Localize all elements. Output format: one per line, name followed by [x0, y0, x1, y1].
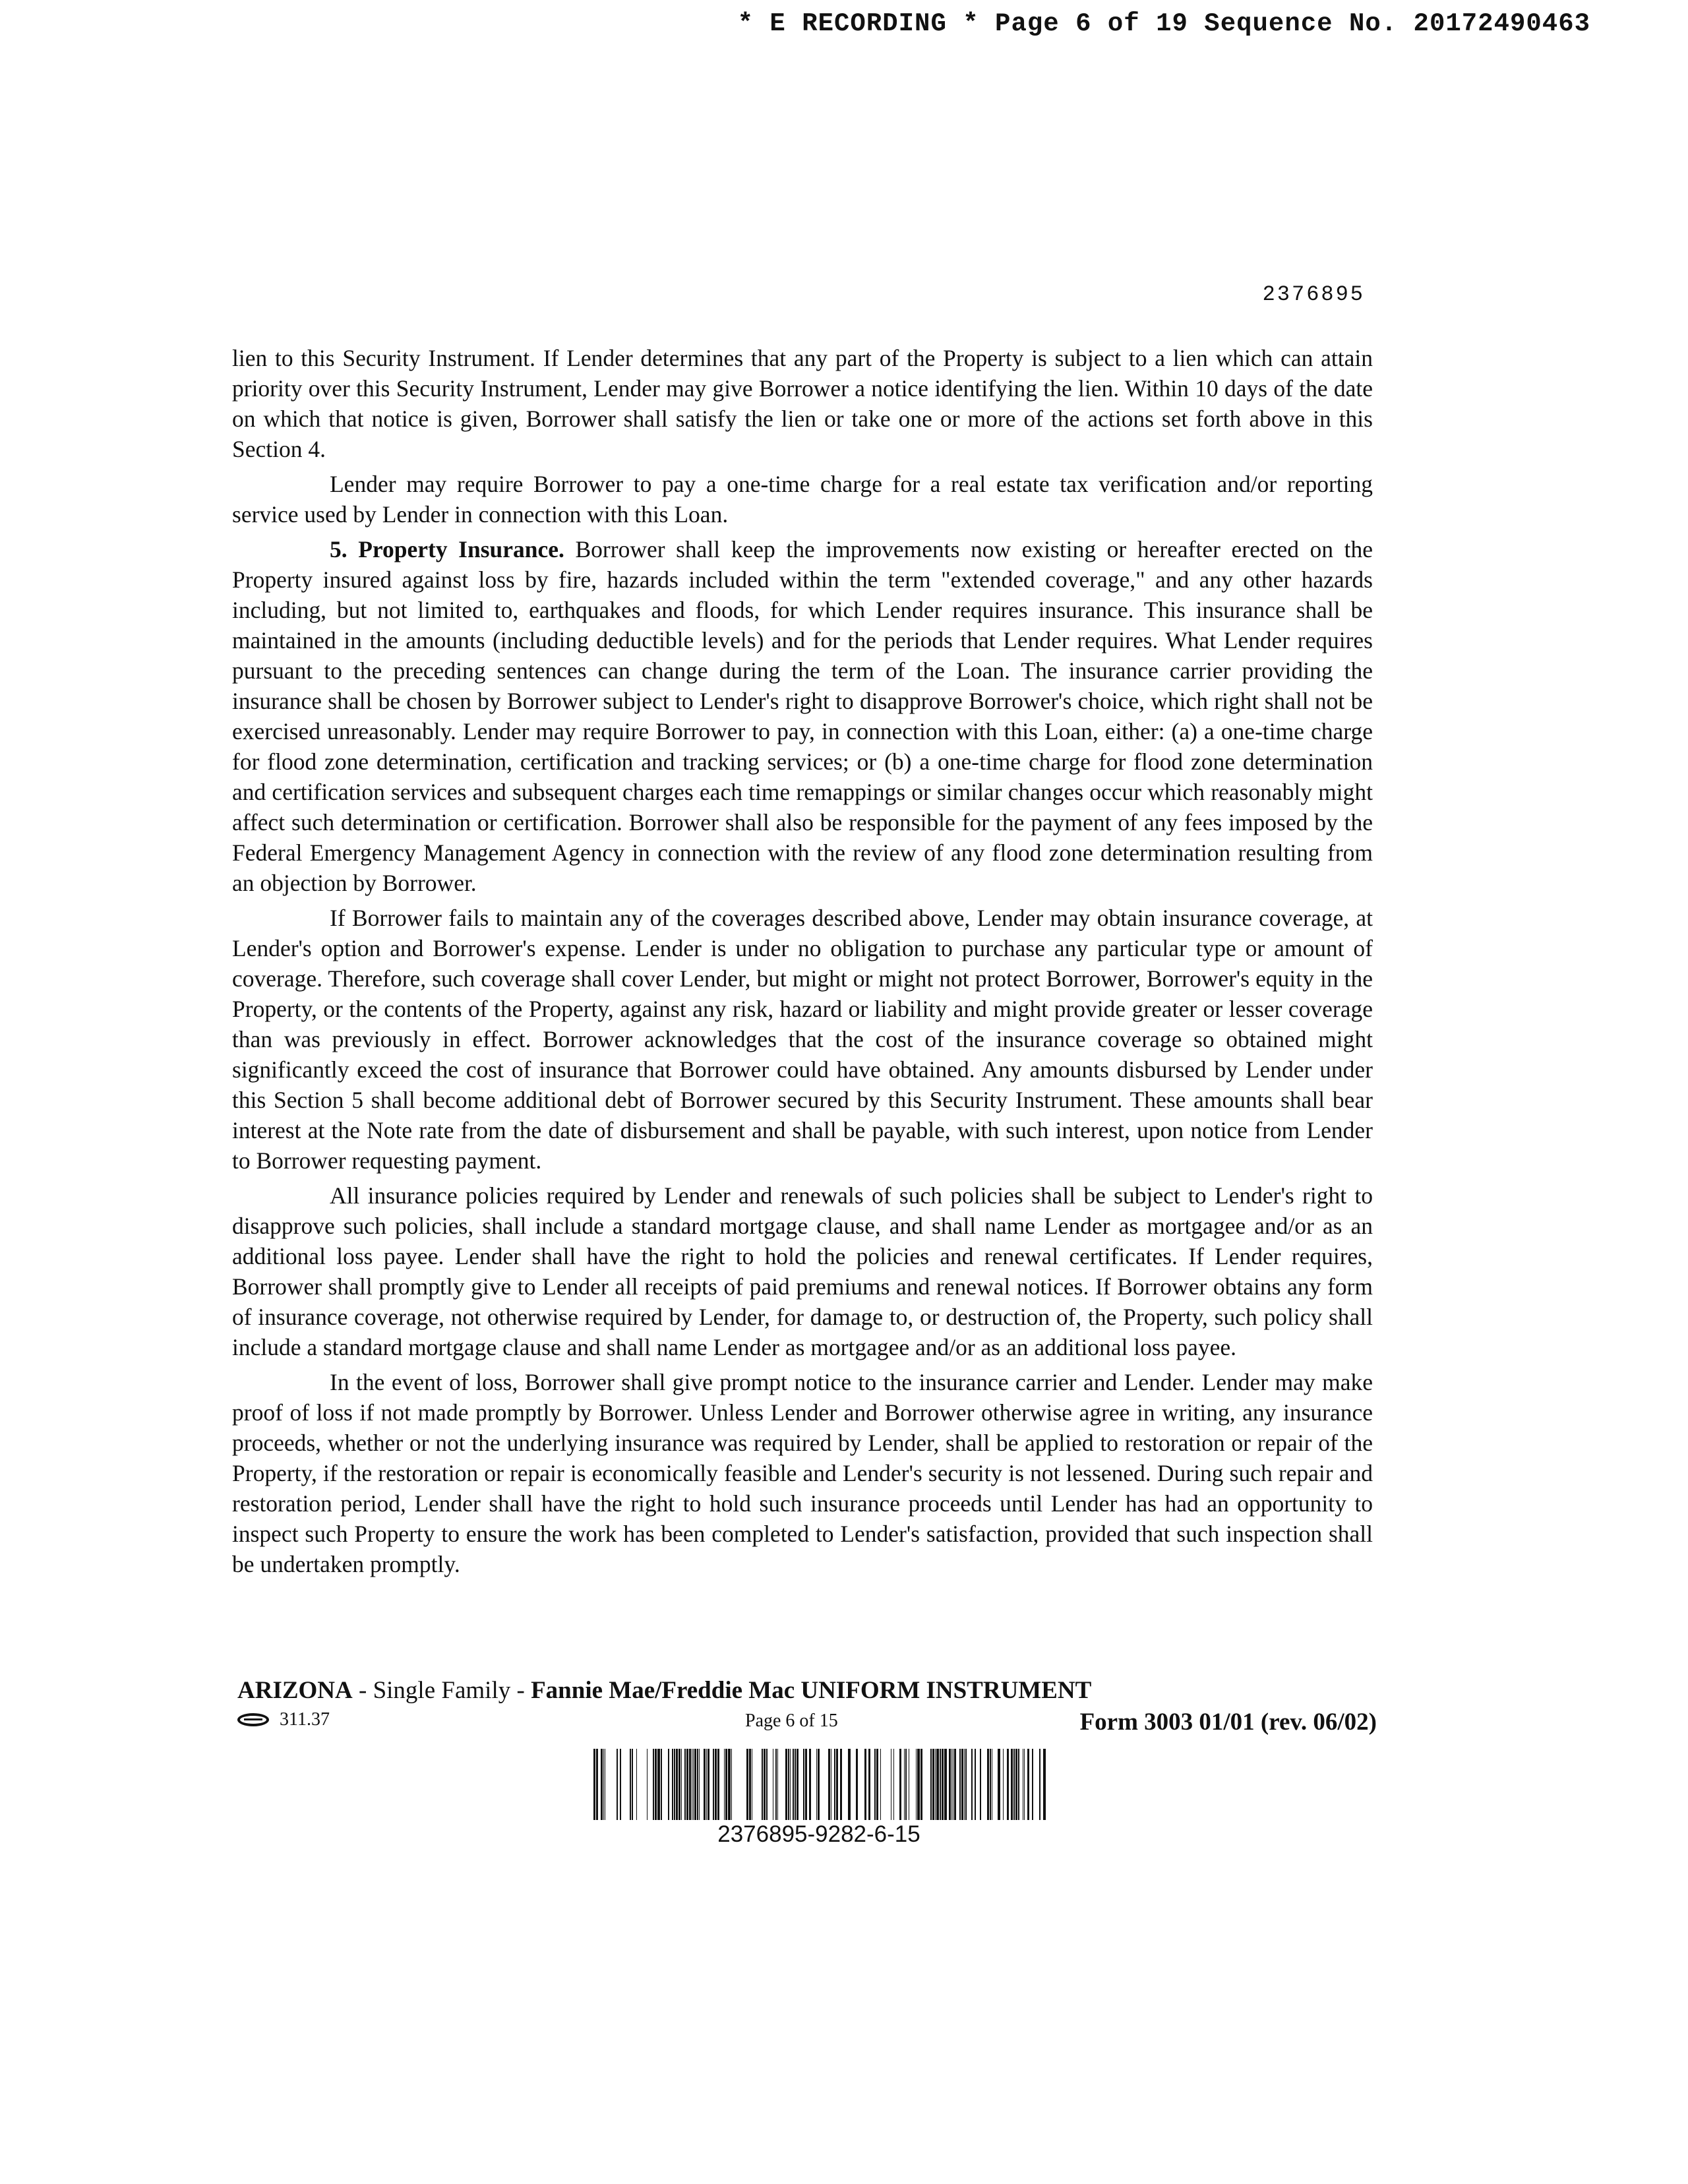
- barcode-bar: [653, 1749, 654, 1820]
- barcode-bar: [676, 1749, 678, 1820]
- barcode-bar: [717, 1749, 719, 1820]
- barcode-bar: [1027, 1749, 1029, 1820]
- barcode-bar: [856, 1749, 858, 1820]
- barcode-bar: [686, 1749, 688, 1820]
- barcode-bar: [816, 1749, 817, 1820]
- barcode-bar: [893, 1749, 894, 1820]
- barcode-bar: [930, 1749, 932, 1820]
- barcode-bar: [715, 1749, 717, 1820]
- barcode-bar: [920, 1749, 922, 1820]
- barcode-bar: [834, 1749, 835, 1820]
- form-code: 311.37: [280, 1709, 330, 1730]
- barcode-bar: [785, 1749, 787, 1820]
- barcode-bar: [917, 1749, 920, 1820]
- barcode-bar: [818, 1749, 820, 1820]
- barcode-bar: [724, 1749, 725, 1820]
- barcode-bar: [1024, 1749, 1025, 1820]
- barcode-bar: [1032, 1749, 1033, 1820]
- barcode-bar: [797, 1749, 799, 1820]
- barcode-bar: [596, 1749, 598, 1820]
- barcode-bar: [775, 1749, 777, 1820]
- barcode-bar: [603, 1749, 604, 1820]
- barcode-bar: [975, 1749, 976, 1820]
- form-instrument: Fannie Mae/Freddie Mac UNIFORM INSTRUMENT: [531, 1677, 1092, 1704]
- barcode-bar: [749, 1749, 751, 1820]
- barcode-bar: [681, 1749, 682, 1820]
- barcode-bar: [868, 1749, 870, 1820]
- form-title-separator: -: [510, 1677, 531, 1704]
- barcode-bar: [803, 1749, 804, 1820]
- form-footer: [237, 1708, 1377, 1737]
- barcode-bar: [647, 1749, 648, 1820]
- barcode-bar: [1043, 1749, 1046, 1820]
- form-code-group: [237, 1709, 330, 1730]
- paragraph-property-insurance: [232, 534, 1373, 898]
- barcode-bar: [1018, 1749, 1019, 1820]
- barcode-bar: [746, 1749, 748, 1820]
- form-state: ARIZONA: [237, 1677, 353, 1704]
- barcode-bar: [731, 1749, 732, 1820]
- page-number: Page 6 of 15: [745, 1711, 838, 1731]
- barcode-bar: [630, 1749, 631, 1820]
- paragraph-lender-coverage: If Borrower fails to maintain any of the coverages described above, Lender may obtain insurance coverage, at Lender's option and Borrower's expense. Lender is under no obligation to purchase any particular type or amount of coverage. Therefore, such coverage shall cover Lender, but might or might not protect Borrower, Borrower's equity in the Property, or the contents of the Property, against any risk, hazard or liability and might provide greater or lesser coverage than was previously in effect. Borrower acknowledges that the cost of the insurance coverage so obtained might significantly exceed the cost of insurance that Borrower could have obtained. Any amounts disbursed by Lender under this Section 5 shall become additional debt of Borrower secured by this Security Instrument. These amounts shall bear interest at the Note rate from the date of disbursement and shall be payable, with such interest, upon notice from Lender to Borrower requesting payment.: [232, 905, 1373, 1174]
- barcode-bar: [657, 1749, 660, 1820]
- recording-stamp: * E RECORDING * Page 6 of 19 Sequence No. 20172490463: [737, 9, 1590, 38]
- barcode-bar: [617, 1749, 618, 1820]
- barcode-bar: [916, 1749, 917, 1820]
- barcode-bar: [848, 1749, 851, 1820]
- barcode-bar: [836, 1749, 838, 1820]
- section-5-text: Borrower shall keep the improvements now existing or hereafter erected on the Property insured against loss by fire, hazards included within the term "extended coverage," and any other hazards including, but not limited to, earthquakes and floods, for which Lender requires insurance. This insurance shall be maintained in the amounts (including deductible levels) and for the periods that Lender requires. What Lender requires pursuant to the preceding sentences can change during the term of the Loan. The insurance carrier providing the insurance shall be chosen by Borrower subject to Lender's right to disapprove Borrower's choice, which right shall not be exercised unreasonably. Lender may require Borrower to pay, in connection with this Loan, either: (a) a one-time charge for flood zone determination, certification and tracking services; or (b) a one-time charge for flood zone determination and certification services and subsequent charges each time remappings or similar changes occur which reasonably might affect such determination or certification. Borrower shall also be responsible for the payment of any fees imposed by the Federal Emergency Management Agency in connection with the review of any flood zone determination resulting from an objection by Borrower.: [232, 536, 1373, 896]
- barcode-bar: [840, 1749, 842, 1820]
- form-number: Form 3003 01/01 (rev. 06/02): [1079, 1709, 1377, 1736]
- barcode-bar: [704, 1749, 706, 1820]
- barcode-bar: [1003, 1749, 1004, 1820]
- barcode-bar: [793, 1749, 794, 1820]
- section-5-heading: 5. Property Insurance.: [330, 536, 564, 562]
- barcode-bar: [762, 1749, 763, 1820]
- barcode-bar: [693, 1749, 694, 1820]
- barcode-bar: [876, 1749, 878, 1820]
- barcode-bar: [713, 1749, 714, 1820]
- paragraph-lien: lien to this Security Instrument. If Lender determines that any part of the Property is subject to a lien which can attain priority over this Security Instrument, Lender may give Borrower a notice identifying the lien. Within 10 days of the date on which that notice is given, Borrower shall satisfy the lien or take one or more of the actions set forth above in this Section 4.: [232, 345, 1373, 462]
- barcode-bar: [932, 1749, 934, 1820]
- barcode-bar: [987, 1749, 989, 1820]
- barcode-bar: [965, 1749, 967, 1820]
- barcode-bar: [725, 1749, 727, 1820]
- form-title: [237, 1676, 1091, 1705]
- barcode-bar: [684, 1749, 686, 1820]
- form-family: Single Family: [373, 1677, 511, 1704]
- barcode-bar: [706, 1749, 707, 1820]
- barcode-bar: [905, 1749, 907, 1820]
- barcode-bar: [959, 1749, 961, 1820]
- barcode-bar: [678, 1749, 680, 1820]
- barcode-bar: [795, 1749, 796, 1820]
- barcode-bar: [864, 1749, 866, 1820]
- barcode-bar: [1007, 1749, 1009, 1820]
- paragraph-event-of-loss: In the event of loss, Borrower shall give prompt notice to the insurance carrier and Lender. Lender may make proof of loss if not made promptly by Borrower. Unless Lender and Borrower otherwise agree in writing, any insurance proceeds, whether or not the underlying insurance was required by Lender, shall be applied to restoration or repair of the Property, if the restoration or repair is economically feasible and Lender's security is not lessened. During such repair and restoration period, Lender shall have the right to hold such insurance proceeds until Lender has had an opportunity to inspect such Property to ensure the work has been completed to Lender's satisfaction, provided that such inspection shall be undertaken promptly.: [232, 1369, 1373, 1577]
- form-title-separator: -: [352, 1677, 373, 1704]
- barcode-bar: [961, 1749, 963, 1820]
- barcode-bar: [766, 1749, 768, 1820]
- barcode-bar: [764, 1749, 766, 1820]
- barcode-bar: [951, 1749, 952, 1820]
- barcode-bar: [593, 1749, 595, 1820]
- barcode-bar: [874, 1749, 876, 1820]
- barcode-bar: [668, 1749, 669, 1820]
- barcode-bar: [880, 1749, 881, 1820]
- loan-number: 2376895: [1262, 282, 1365, 307]
- barcode-bar: [1013, 1749, 1015, 1820]
- barcode-bar: [828, 1749, 830, 1820]
- barcode-bar: [708, 1749, 709, 1820]
- barcode-bar: [949, 1749, 951, 1820]
- barcode-bar: [944, 1749, 947, 1820]
- barcode-bar: [998, 1749, 1000, 1820]
- barcode-bar: [636, 1749, 637, 1820]
- barcode-bar: [805, 1749, 807, 1820]
- barcode-bar: [632, 1749, 633, 1820]
- barcode-bar: [904, 1749, 905, 1820]
- barcode-bar: [601, 1749, 603, 1820]
- barcode-bar: [689, 1749, 691, 1820]
- barcode-bar: [790, 1749, 791, 1820]
- barcode-bar: [1015, 1749, 1017, 1820]
- barcode-bar: [935, 1749, 936, 1820]
- barcode-bar: [954, 1749, 956, 1820]
- paragraph-policies: All insurance policies required by Lender and renewals of such policies shall be subject to Lender's right to disapprove such policies, shall include a standard mortgage clause, and shall name Lender as mortgagee and/or as an additional loss payee. Lender shall have the right to hold the policies and renewal certificates. If Lender requires, Borrower shall promptly give to Lender all receipts of paid premiums and renewal notices. If Borrower obtains any form of insurance coverage, not otherwise required by Lender, for damage to, or destruction of, the Property, such policy shall include a standard mortgage clause and shall name Lender as mortgagee and/or as an additional loss payee.: [232, 1182, 1373, 1360]
- form-logo-icon: [237, 1713, 269, 1726]
- barcode-bar: [940, 1749, 941, 1820]
- barcode-bar: [728, 1749, 731, 1820]
- barcode-bar: [661, 1749, 662, 1820]
- barcode-bar: [1039, 1749, 1040, 1820]
- barcode-number: 2376895-9282-6-15: [717, 1821, 920, 1847]
- barcode-bar: [697, 1749, 698, 1820]
- barcode-bar: [620, 1749, 621, 1820]
- barcode-bar: [655, 1749, 657, 1820]
- barcode: [591, 1749, 1047, 1820]
- barcode-bar: [672, 1749, 673, 1820]
- barcode-bar: [899, 1749, 901, 1820]
- barcode-bar: [936, 1749, 939, 1820]
- barcode-bar: [980, 1749, 981, 1820]
- barcode-bar: [777, 1749, 778, 1820]
- barcode-bar: [964, 1749, 965, 1820]
- barcode-bar: [971, 1749, 973, 1820]
- barcode-bar: [788, 1749, 789, 1820]
- barcode-bar: [990, 1749, 991, 1820]
- barcode-bar: [674, 1749, 675, 1820]
- document-body: [232, 343, 1373, 1584]
- barcode-bar: [1011, 1749, 1013, 1820]
- barcode-bar: [942, 1749, 944, 1820]
- paragraph-tax-verification: Lender may require Borrower to pay a one-time charge for a real estate tax verification and/or reporting service used by Lender in connection with this Loan.: [232, 471, 1373, 528]
- barcode-bar: [809, 1749, 811, 1820]
- barcode-bar: [694, 1749, 696, 1820]
- barcode-bar: [699, 1749, 700, 1820]
